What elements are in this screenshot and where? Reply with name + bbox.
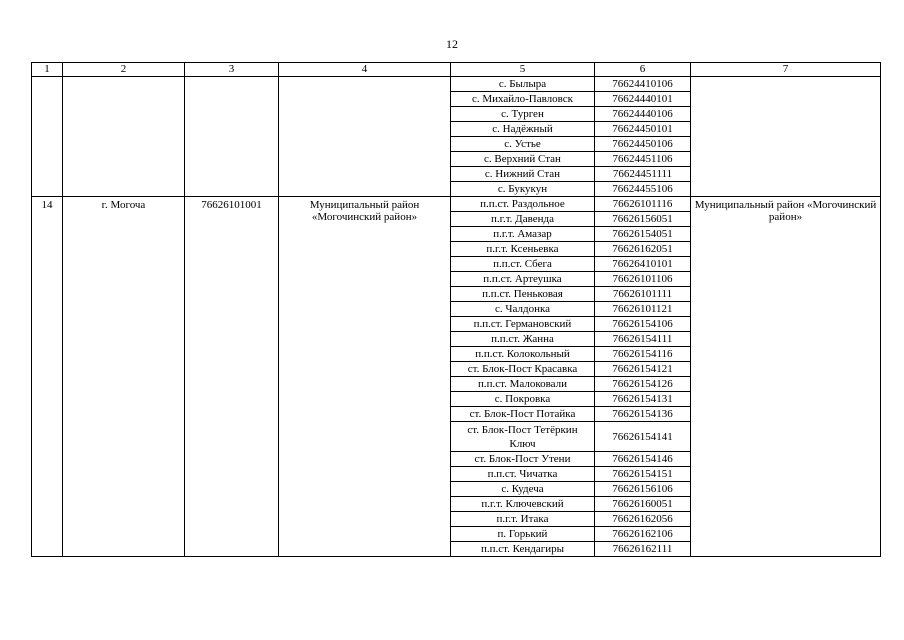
- column-header: 3: [185, 63, 279, 77]
- column-header: 6: [595, 63, 691, 77]
- table-body: [32, 63, 881, 557]
- settlement-name: с. Турген: [451, 107, 595, 122]
- settlement-name: с. Чалдонка: [451, 302, 595, 317]
- settlement-name: п.п.ст. Германовский: [451, 317, 595, 332]
- district-cell: Муниципальный район «Могочинский район»: [279, 197, 451, 557]
- settlement-name: с. Кудеча: [451, 482, 595, 497]
- settlement-name: п.г.т. Итака: [451, 512, 595, 527]
- settlement-name: с. Букукун: [451, 182, 595, 197]
- city-cell: г. Могоча: [63, 197, 185, 557]
- entry-number-cell: [32, 77, 63, 197]
- settlement-name: п.г.т. Амазар: [451, 227, 595, 242]
- settlement-code: 76626154136: [595, 407, 691, 422]
- district-cell: [279, 77, 451, 197]
- settlement-name: с. Былыра: [451, 77, 595, 92]
- settlement-name: п.п.ст. Артеушка: [451, 272, 595, 287]
- settlement-code: 76626162111: [595, 542, 691, 557]
- settlement-name: с. Покровка: [451, 392, 595, 407]
- column-header: 5: [451, 63, 595, 77]
- settlement-name: п.п.ст. Колокольный: [451, 347, 595, 362]
- settlement-name: п.п.ст. Раздольное: [451, 197, 595, 212]
- settlement-code: 76626154116: [595, 347, 691, 362]
- city-cell: [63, 77, 185, 197]
- settlement-code: 76626162051: [595, 242, 691, 257]
- settlement-name: п.п.ст. Малоковали: [451, 377, 595, 392]
- settlement-name: п.г.т. Давенда: [451, 212, 595, 227]
- settlement-name: п.п.ст. Жанна: [451, 332, 595, 347]
- settlement-code: 76626154141: [595, 422, 691, 452]
- page-number: 12: [446, 37, 458, 51]
- settlement-code: 76624450106: [595, 137, 691, 152]
- settlement-name: с. Надёжный: [451, 122, 595, 137]
- column-number-row: [32, 63, 881, 77]
- entry-number-cell: 14: [32, 197, 63, 557]
- settlement-code: 76624451106: [595, 152, 691, 167]
- settlement-code: 76626101116: [595, 197, 691, 212]
- settlement-code: 76624451111: [595, 167, 691, 182]
- settlement-code: 76626154051: [595, 227, 691, 242]
- settlement-code: 76626154121: [595, 362, 691, 377]
- settlement-name: ст. Блок-Пост Потайка: [451, 407, 595, 422]
- city-code-cell: 76626101001: [185, 197, 279, 557]
- settlement-code: 76626154131: [595, 392, 691, 407]
- settlement-name: п.п.ст. Чичатка: [451, 467, 595, 482]
- settlement-name: п.п.ст. Пеньковая: [451, 287, 595, 302]
- settlement-name: с. Устье: [451, 137, 595, 152]
- settlement-name: ст. Блок-Пост Красавка: [451, 362, 595, 377]
- settlement-code: 76626162056: [595, 512, 691, 527]
- settlement-code: 76624440106: [595, 107, 691, 122]
- settlement-name: п.г.т. Ксеньевка: [451, 242, 595, 257]
- settlement-name: п.п.ст. Кендагиры: [451, 542, 595, 557]
- settlement-name: п.п.ст. Сбега: [451, 257, 595, 272]
- settlement-name: с. Михайло-Павловск: [451, 92, 595, 107]
- settlement-code: 76626154126: [595, 377, 691, 392]
- settlement-code: 76626162106: [595, 527, 691, 542]
- table-row: [32, 197, 881, 212]
- district-right-cell: Муниципальный район «Могочинский район»: [691, 197, 881, 557]
- settlement-code: 76626154151: [595, 467, 691, 482]
- settlement-code: 76624440101: [595, 92, 691, 107]
- settlement-code: 76626154106: [595, 317, 691, 332]
- table-row: [32, 77, 881, 92]
- settlement-code: 76624450101: [595, 122, 691, 137]
- settlement-name: ст. Блок-Пост Тетёркин Ключ: [451, 422, 595, 452]
- settlement-name: п. Горький: [451, 527, 595, 542]
- settlements-table: [31, 62, 881, 557]
- settlement-name: с. Нижний Стан: [451, 167, 595, 182]
- settlement-code: 76626156051: [595, 212, 691, 227]
- settlement-code: 76626101111: [595, 287, 691, 302]
- settlement-code: 76626154111: [595, 332, 691, 347]
- column-header: 7: [691, 63, 881, 77]
- settlement-name: п.г.т. Ключевский: [451, 497, 595, 512]
- city-code-cell: [185, 77, 279, 197]
- settlement-code: 76626410101: [595, 257, 691, 272]
- settlement-code: 76626156106: [595, 482, 691, 497]
- column-header: 2: [63, 63, 185, 77]
- settlement-code: 76626101106: [595, 272, 691, 287]
- settlement-code: 76626101121: [595, 302, 691, 317]
- column-header: 1: [32, 63, 63, 77]
- settlement-code: 76626160051: [595, 497, 691, 512]
- settlement-code: 76624410106: [595, 77, 691, 92]
- settlement-code: 76624455106: [595, 182, 691, 197]
- settlement-name: с. Верхний Стан: [451, 152, 595, 167]
- settlement-name: ст. Блок-Пост Утени: [451, 452, 595, 467]
- district-right-cell: [691, 77, 881, 197]
- column-header: 4: [279, 63, 451, 77]
- settlement-code: 76626154146: [595, 452, 691, 467]
